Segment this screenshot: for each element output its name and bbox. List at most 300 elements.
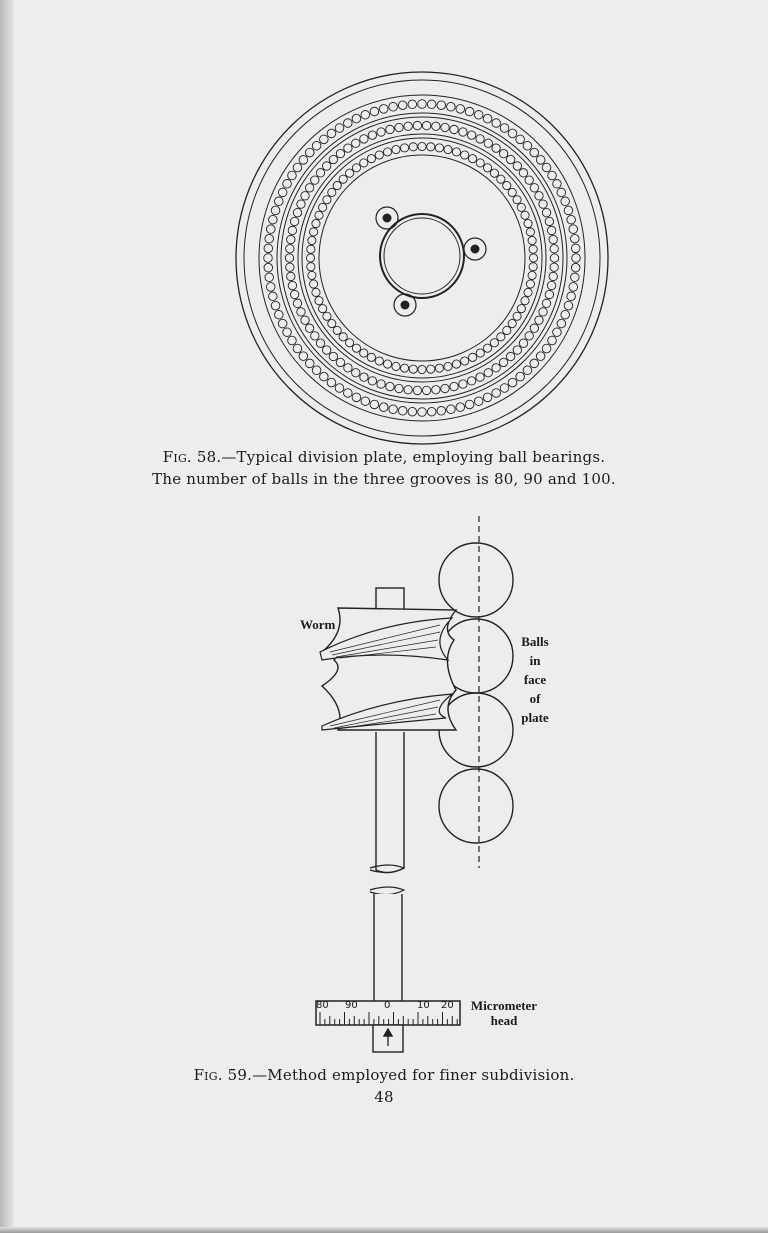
ball-bearing — [398, 406, 407, 415]
ball-bearing — [564, 301, 573, 310]
balls-label-line: in — [529, 653, 541, 668]
ball-bearing — [535, 192, 543, 200]
scale-number-20: 20 — [441, 1000, 454, 1011]
groove-80-outer — [302, 138, 542, 378]
ball-bearing — [557, 319, 566, 328]
ball-bearing — [497, 333, 505, 341]
ball-bearing — [316, 169, 324, 177]
groove-90-outer — [281, 117, 563, 399]
worm-and-balls-drawing — [316, 516, 513, 1052]
ball-bearing — [339, 175, 347, 183]
ball-bearing — [432, 122, 440, 130]
ball-bearing — [271, 301, 280, 310]
ball-bearing — [525, 176, 533, 184]
ball-bearing — [413, 386, 421, 394]
ball-bearing — [327, 378, 336, 387]
ball-bearing — [441, 384, 449, 392]
ball-bearing — [539, 308, 547, 316]
centre-bore-inner — [384, 218, 460, 294]
ball-bearing — [437, 406, 446, 415]
balls-label-line: plate — [521, 710, 549, 725]
ball-bearing — [266, 225, 275, 234]
ball-bearing — [301, 316, 309, 324]
ball-bearing — [361, 397, 370, 406]
ball-bearing — [265, 273, 274, 282]
ball-bearing — [418, 365, 426, 373]
figure-58-caption-line-2: The number of balls in the three grooves is 80, 90 and 100. — [152, 470, 616, 488]
ball-bearing — [465, 107, 474, 116]
plate-inner-rim — [244, 80, 600, 436]
ball-bearing — [432, 386, 440, 394]
ball-bearing — [441, 123, 449, 131]
ball-bearing — [523, 366, 532, 375]
division-plate-drawing — [236, 72, 608, 444]
ball-bearing — [528, 271, 536, 279]
ball-bearing — [275, 197, 284, 206]
ball-bearing — [305, 324, 313, 332]
ball-bearing — [288, 171, 297, 180]
ball-bearing — [368, 377, 376, 385]
ball-bearing — [530, 148, 539, 157]
ball-bearing — [286, 263, 294, 271]
ball-bearing — [492, 144, 500, 152]
ball-bearing — [467, 377, 475, 385]
ball-bearing — [309, 228, 317, 236]
ball-bearing — [299, 156, 308, 165]
ball-bearing — [513, 162, 521, 170]
ball-bearing — [427, 365, 435, 373]
micrometer-label-line: head — [490, 1013, 518, 1028]
ball-bearing — [561, 197, 570, 206]
ball-bearing — [323, 196, 331, 204]
ball-bearing — [508, 378, 517, 387]
shaft-break — [370, 887, 404, 895]
ball-bearing — [465, 400, 474, 409]
ball-bearing — [557, 188, 566, 197]
ball-bearing — [513, 312, 521, 320]
ball-bearing — [459, 380, 467, 388]
balls-in-face-of-plate-label — [515, 632, 555, 727]
ball-bearing — [287, 272, 295, 280]
scale-number-90: 90 — [345, 1000, 358, 1011]
ball-bearing — [299, 352, 308, 361]
figure-58-caption-text: —Typical division plate, employing ball bearings. — [221, 448, 606, 466]
ball-bearing — [549, 272, 557, 280]
ball-bearing — [344, 389, 353, 398]
ball-bearing — [437, 101, 446, 110]
ball-bearing — [333, 326, 341, 334]
ball-bearing — [474, 111, 483, 120]
ball-bearing — [413, 121, 421, 129]
ball-bearing — [484, 369, 492, 377]
ball-bearing — [461, 357, 469, 365]
ball-bearing — [572, 254, 581, 263]
ball-bearing — [517, 305, 525, 313]
ball-bearing — [447, 405, 456, 414]
ball-bearing — [521, 211, 529, 219]
ball-bearing — [315, 211, 323, 219]
ball-bearing — [367, 155, 375, 163]
ball-bearing — [312, 141, 321, 150]
ball-bearing — [368, 131, 376, 139]
mounting-hole — [394, 294, 416, 316]
ball-bearing — [542, 163, 551, 172]
ball-bearing — [418, 100, 427, 109]
ball-bearing — [379, 403, 388, 412]
ball-bearing — [264, 263, 273, 272]
ball-bearing — [529, 263, 537, 271]
ball-bearing — [293, 163, 302, 172]
ball-bearing — [266, 283, 275, 292]
ball-bearing — [524, 288, 532, 296]
worm-label: Worm — [300, 617, 336, 632]
ball-bearing — [370, 107, 379, 116]
ball-bearing — [503, 181, 511, 189]
micrometer-head-label — [464, 998, 544, 1028]
ball-bearing — [547, 226, 555, 234]
ball-bearing — [395, 384, 403, 392]
ball-bearing — [550, 254, 558, 262]
ball-bearing — [335, 384, 344, 393]
ball-bearing — [319, 203, 327, 211]
ball-bearing — [570, 273, 579, 282]
ball-bearing — [474, 397, 483, 406]
groove-90-inner — [298, 134, 546, 382]
ball-bearing — [386, 382, 394, 390]
ball-bearing — [422, 121, 430, 129]
ball-bearing — [484, 139, 492, 147]
ball-bearing — [352, 344, 360, 352]
ball-bearing — [469, 353, 477, 361]
ball-bearing — [529, 245, 537, 253]
ball-bearing — [290, 217, 298, 225]
ball-bearing — [530, 324, 538, 332]
ball-bearing — [500, 124, 509, 133]
ball-bearing — [389, 102, 398, 111]
ball-bearing — [456, 105, 465, 114]
ball-bearing — [305, 359, 314, 368]
ball-bearing — [571, 263, 580, 272]
ball-bearing — [530, 359, 539, 368]
ball-bearing — [519, 339, 527, 347]
shaft-lower — [374, 894, 402, 1002]
ball-bearing — [548, 171, 557, 180]
ball-bearing — [400, 364, 408, 372]
ball-bearing — [312, 288, 320, 296]
figure-59-caption-text: —Method employed for finer subdivision. — [252, 1066, 575, 1084]
ball-bearing — [360, 159, 368, 167]
ball-bearing — [360, 373, 368, 381]
ball-bearing — [499, 358, 507, 366]
ball-bearing — [336, 358, 344, 366]
ball-bearing — [297, 308, 305, 316]
balls-label-line: of — [529, 691, 541, 706]
ball-bearing — [521, 297, 529, 305]
ball-bearing — [278, 188, 287, 197]
ball-bearing — [287, 235, 295, 243]
ball-bearing — [476, 349, 484, 357]
ball-bearing — [570, 234, 579, 243]
ball-bearing — [427, 100, 436, 109]
ball-bearing — [506, 155, 514, 163]
ball-bearing — [447, 102, 456, 111]
ball-bearing — [386, 125, 394, 133]
ball-bearing — [316, 339, 324, 347]
ball-bearing — [375, 357, 383, 365]
ball-bearing — [305, 184, 313, 192]
ball-bearing — [400, 144, 408, 152]
ball-bearing — [320, 372, 329, 381]
ball-bearing — [519, 169, 527, 177]
figure-59-caption — [0, 1066, 768, 1084]
ball-bearing — [383, 148, 391, 156]
ball-bearing — [476, 373, 484, 381]
ball-bearing — [500, 384, 509, 393]
ball-bearing — [264, 244, 273, 253]
ball-bearing — [344, 144, 352, 152]
ball-bearing — [389, 405, 398, 414]
ball-bearing — [408, 100, 417, 109]
ball-bearing — [528, 236, 536, 244]
ball-bearing — [490, 169, 498, 177]
ball-bearing — [553, 328, 562, 337]
ball-bearing — [269, 215, 278, 224]
ball-bearing — [335, 124, 344, 133]
figure-59-label: Fig. 59. — [193, 1066, 253, 1084]
ball-bearing — [352, 164, 360, 172]
ball-bearing — [345, 169, 353, 177]
micrometer-label-line: Micrometer — [470, 998, 538, 1013]
scale-number-0: 0 — [384, 1000, 391, 1011]
plate-ball — [439, 769, 513, 843]
ball-bearing — [379, 105, 388, 114]
ball-bearing — [503, 326, 511, 334]
ball-bearing — [567, 292, 576, 301]
ball-bearing — [344, 119, 353, 128]
ball-bearing — [286, 245, 294, 253]
ball-bearing — [329, 155, 337, 163]
ball-bearing — [483, 393, 492, 402]
ball-bearing — [529, 254, 537, 262]
ball-bearing — [288, 336, 297, 345]
ball-bearing — [550, 263, 558, 271]
ball-bearing — [408, 407, 417, 416]
ball-bearing — [312, 366, 321, 375]
ball-bearing — [525, 332, 533, 340]
ball-bearing — [352, 393, 361, 402]
ball-bearing — [308, 271, 316, 279]
ball-bearing — [288, 226, 296, 234]
ball-bearing — [322, 346, 330, 354]
ball-bearing — [409, 365, 417, 373]
ball-bearing — [301, 192, 309, 200]
ball-bearing — [483, 164, 491, 172]
balls-label-line: face — [523, 672, 547, 687]
ball-bearing — [307, 245, 315, 253]
ball-bearing — [315, 297, 323, 305]
plate-ball — [439, 543, 513, 617]
ball-bearing — [492, 389, 501, 398]
ball-bearing — [435, 144, 443, 152]
ball-bearing — [492, 364, 500, 372]
ball-bearing — [329, 352, 337, 360]
ball-bearing — [283, 180, 292, 189]
shaft-top-stub — [376, 588, 404, 610]
ball-bearing — [293, 344, 302, 353]
ball-bearing — [370, 400, 379, 409]
ball-bearing — [535, 316, 543, 324]
ball-bearing — [542, 208, 550, 216]
ball-bearing — [383, 360, 391, 368]
ball-bearing — [536, 156, 545, 165]
ball-bearing — [312, 219, 320, 227]
ball-bearing — [344, 364, 352, 372]
ball-bearing — [311, 332, 319, 340]
ball-bearing — [360, 349, 368, 357]
ball-bearing — [367, 353, 375, 361]
ball-bearing — [483, 114, 492, 123]
ball-bearing — [452, 148, 460, 156]
ball-bearing — [352, 114, 361, 123]
ball-bearing — [322, 162, 330, 170]
ball-bearing — [352, 369, 360, 377]
balls-label-line: Balls — [521, 634, 549, 649]
ball-bearing — [392, 362, 400, 370]
mounting-hole — [464, 238, 486, 260]
ball-bearing — [395, 123, 403, 131]
ball-bearing — [497, 175, 505, 183]
ball-bearing — [320, 135, 329, 144]
ball-bearing — [271, 206, 280, 215]
ball-bearing — [290, 290, 298, 298]
ball-bearing — [476, 159, 484, 167]
ball-bearing — [328, 188, 336, 196]
ball-bearing — [545, 290, 553, 298]
ball-bearing — [569, 283, 578, 292]
ball-bearing — [398, 101, 407, 110]
ball-bearing — [444, 362, 452, 370]
ball-bearing — [352, 139, 360, 147]
ball-bearing — [275, 310, 284, 319]
ball-bearing — [569, 225, 578, 234]
ball-bearing — [553, 180, 562, 189]
ball-bearing — [508, 319, 516, 327]
ball-bearing — [307, 263, 315, 271]
ball-bearing — [392, 145, 400, 153]
ball-bearing — [461, 151, 469, 159]
ball-bearing — [456, 403, 465, 412]
ball-bearing — [539, 200, 547, 208]
ball-bearing — [536, 352, 545, 361]
ball-bearing — [506, 352, 514, 360]
ball-bearing — [345, 339, 353, 347]
ball-bearing — [508, 188, 516, 196]
ball-bearing — [427, 143, 435, 151]
ball-bearing — [513, 196, 521, 204]
page-number: 48 — [374, 1088, 394, 1106]
ball-bearing — [264, 254, 273, 263]
ball-bearing — [306, 254, 314, 262]
ball-bearing — [542, 299, 550, 307]
ball-bearing — [564, 206, 573, 215]
ball-bearings — [264, 100, 581, 417]
ball-bearing — [517, 203, 525, 211]
ball-bearing — [265, 234, 274, 243]
ball-bearing — [545, 217, 553, 225]
ball-bearing — [422, 386, 430, 394]
ball-bearing — [377, 128, 385, 136]
ball-bearing — [499, 149, 507, 157]
shaft-upper — [376, 732, 404, 873]
ball-bearing — [323, 312, 331, 320]
ball-bearing — [339, 333, 347, 341]
groove-100-outer — [259, 95, 585, 421]
ball-bearing — [285, 254, 293, 262]
ball-bearing — [452, 360, 460, 368]
scale-number-80: 80 — [316, 1000, 329, 1011]
ball-bearing — [524, 219, 532, 227]
groove-80-inner — [319, 155, 525, 361]
ball-bearing — [319, 305, 327, 313]
ball-bearing — [404, 122, 412, 130]
ball-bearing — [476, 135, 484, 143]
ball-bearing — [297, 200, 305, 208]
ball-bearing — [483, 344, 491, 352]
ball-bearing — [293, 208, 301, 216]
plate-outer-rim — [236, 72, 608, 444]
ball-bearing — [328, 319, 336, 327]
ball-bearing — [418, 408, 427, 417]
ball-bearing — [278, 319, 287, 328]
ball-bearing — [305, 148, 314, 157]
ball-bearing — [508, 129, 517, 138]
ball-bearing — [427, 407, 436, 416]
ball-bearing — [530, 184, 538, 192]
ball-bearing — [311, 176, 319, 184]
figure-58-label: Fig. 58. — [162, 448, 222, 466]
ball-bearing — [377, 380, 385, 388]
ball-bearing — [549, 235, 557, 243]
mounting-hole — [376, 207, 398, 229]
ball-bearing — [308, 236, 316, 244]
ball-bearing — [490, 339, 498, 347]
ball-bearing — [404, 386, 412, 394]
ball-bearing — [361, 111, 370, 120]
ball-bearing — [469, 155, 477, 163]
ball-bearing — [435, 364, 443, 372]
ball-bearing — [516, 372, 525, 381]
ball-bearing — [459, 128, 467, 136]
ball-bearing — [548, 336, 557, 345]
ball-bearing — [571, 244, 580, 253]
figure-58-caption-line-1 — [0, 448, 768, 466]
ball-bearing — [567, 215, 576, 224]
ball-bearing — [450, 125, 458, 133]
ball-bearing — [444, 145, 452, 153]
ball-bearing — [450, 382, 458, 390]
ball-bearing — [375, 151, 383, 159]
ball-bearing — [523, 141, 532, 150]
ball-bearing — [418, 142, 426, 150]
ball-bearing — [288, 281, 296, 289]
scale-number-10: 10 — [417, 1000, 430, 1011]
ball-bearing — [309, 280, 317, 288]
ball-bearing — [327, 129, 336, 138]
ball-bearing — [526, 228, 534, 236]
ball-bearing — [336, 149, 344, 157]
centre-bore — [380, 214, 464, 298]
ball-bearing — [492, 119, 501, 128]
